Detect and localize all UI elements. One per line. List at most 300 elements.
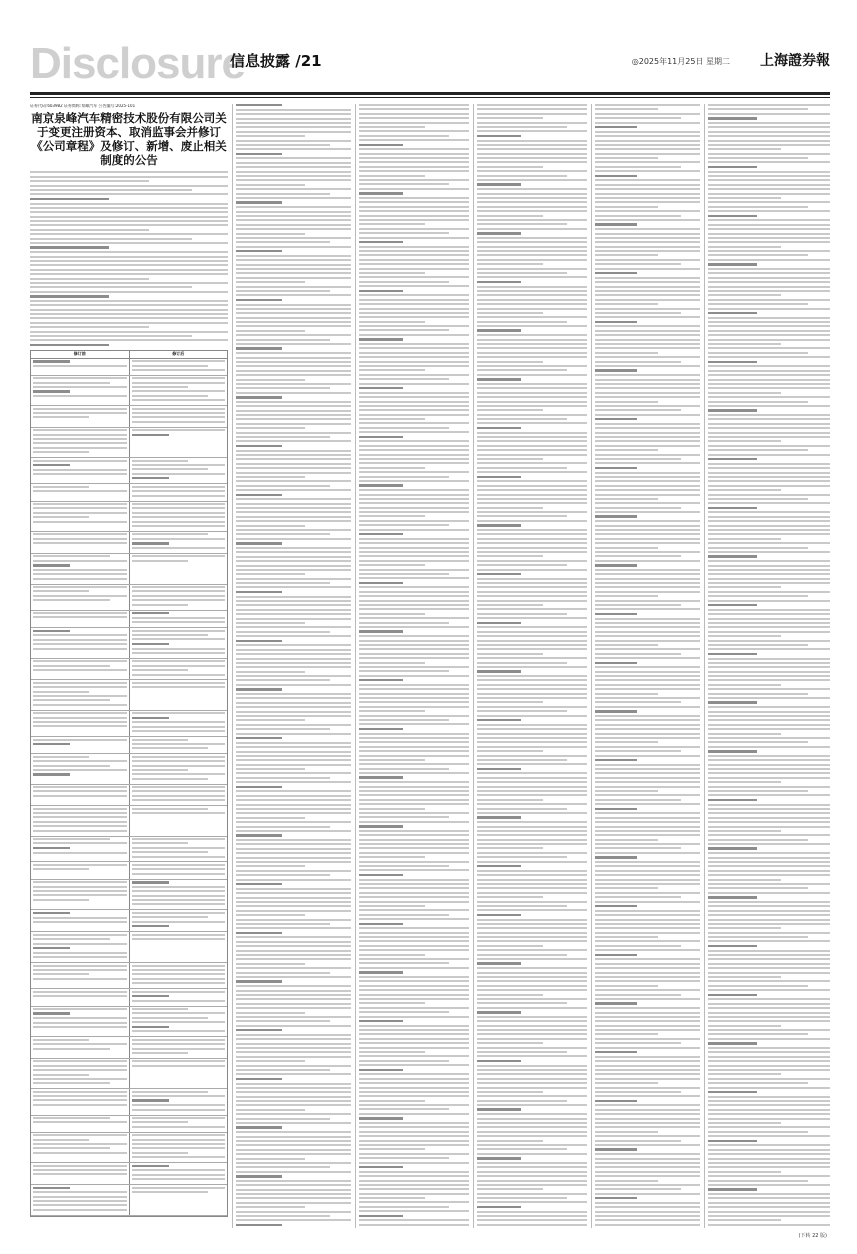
text-line: [236, 188, 351, 190]
cell-before: [31, 1037, 130, 1058]
text-line: [236, 640, 282, 642]
text-line: [30, 193, 228, 195]
text-line: [595, 640, 700, 642]
text-line: [708, 613, 830, 615]
text-line: [236, 387, 330, 389]
text-line: [236, 118, 351, 120]
text-line: [708, 896, 757, 898]
text-line: [477, 365, 587, 367]
text-line: [708, 175, 830, 177]
text-line: [708, 418, 830, 420]
text-line: [477, 843, 587, 845]
text-line: [236, 950, 351, 952]
text-line: [477, 914, 521, 916]
text-line: [33, 665, 110, 667]
text-line: [477, 719, 521, 721]
text-line: [132, 542, 169, 544]
text-line: [595, 325, 700, 327]
cell-before: [31, 680, 130, 709]
text-line: [359, 874, 403, 876]
text-line: [477, 462, 587, 464]
text-line: [708, 1215, 830, 1217]
text-line: [595, 445, 700, 447]
text-line: [477, 263, 543, 265]
text-line: [236, 410, 351, 412]
text-line: [595, 910, 700, 912]
text-line: [708, 671, 830, 673]
text-line: [236, 910, 351, 912]
text-line: [477, 940, 587, 942]
text-line: [477, 985, 587, 987]
text-line: [708, 777, 830, 779]
text-line: [477, 352, 587, 354]
text-line: [359, 338, 403, 340]
text-line: [477, 998, 587, 1000]
text-line: [708, 334, 830, 336]
text-line: [595, 233, 700, 235]
text-line: [33, 1209, 127, 1211]
text-line: [359, 1201, 469, 1203]
text-line: [477, 1069, 587, 1071]
text-line: [595, 684, 700, 686]
text-line: [33, 712, 127, 714]
text-line: [236, 578, 351, 580]
text-line: [132, 838, 226, 840]
text-line: [595, 1109, 700, 1111]
text-line: [477, 436, 587, 438]
text-line: [477, 281, 521, 283]
text-line: [359, 728, 403, 730]
text-line: [33, 1104, 127, 1106]
text-line: [30, 300, 228, 302]
text-line: [595, 520, 700, 522]
text-line: [595, 1100, 637, 1102]
text-line: [477, 662, 567, 664]
text-line: [359, 484, 403, 486]
text-line: [236, 786, 282, 788]
text-line: [708, 582, 830, 584]
text-line: [708, 1091, 757, 1093]
text-line: [359, 710, 425, 712]
text-line: [33, 569, 127, 571]
text-line: [477, 724, 587, 726]
text-line: [477, 485, 587, 487]
text-line: [132, 547, 226, 549]
text-line: [708, 781, 781, 783]
text-line: [595, 839, 658, 841]
text-line: [30, 229, 149, 231]
text-line: [477, 276, 587, 278]
text-line: [595, 485, 700, 487]
text-line: [359, 418, 425, 420]
text-line: [359, 733, 469, 735]
cell-after: [130, 1089, 228, 1114]
text-line: [236, 888, 351, 890]
text-line: [236, 781, 351, 783]
text-line: [236, 175, 351, 177]
text-line: [708, 1219, 781, 1221]
text-line: [132, 1091, 209, 1093]
cell-after: [130, 1116, 228, 1132]
text-line: [708, 1113, 830, 1115]
text-line: [236, 533, 330, 535]
text-line: [477, 392, 587, 394]
text-line: [132, 717, 169, 719]
text-line: [359, 591, 469, 593]
text-line: [477, 622, 521, 624]
text-line: [236, 1016, 351, 1018]
text-line: [236, 914, 305, 916]
text-line: [236, 1104, 351, 1106]
text-line: [708, 560, 830, 562]
text-line: [477, 653, 543, 655]
text-line: [30, 326, 149, 328]
text-line: [708, 1073, 781, 1075]
text-line: [236, 418, 351, 420]
text-line: [359, 1020, 403, 1022]
text-line: [708, 1211, 830, 1213]
text-line: [595, 525, 700, 527]
table-row: [31, 806, 227, 836]
text-line: [477, 356, 587, 358]
text-line: [595, 781, 700, 783]
text-line: [708, 454, 830, 456]
text-line: [708, 126, 830, 128]
text-line: [477, 874, 587, 876]
text-line: [477, 852, 587, 854]
text-line: [708, 1056, 830, 1058]
text-line: [236, 1184, 351, 1186]
text-line: [359, 343, 469, 345]
text-line: [477, 334, 587, 336]
text-line: [595, 1197, 637, 1199]
text-line: [33, 616, 127, 618]
text-line: [477, 1131, 587, 1133]
text-line: [359, 325, 469, 327]
text-line: [595, 1029, 700, 1031]
text-line: [132, 1008, 188, 1010]
text-line: [477, 316, 587, 318]
text-line: [477, 670, 521, 672]
text-line: [477, 1002, 567, 1004]
text-line: [359, 547, 469, 549]
text-line: [359, 635, 469, 637]
text-line: [236, 901, 351, 903]
text-line: [236, 755, 351, 757]
text-line: [477, 976, 587, 978]
text-line: [359, 971, 403, 973]
text-line: [708, 538, 781, 540]
text-line: [359, 958, 469, 960]
text-line: [359, 1131, 469, 1133]
text-line: [477, 538, 587, 540]
text-line: [359, 188, 469, 190]
header-rule-thin: [30, 97, 830, 98]
text-line: [132, 778, 209, 780]
text-line: [359, 427, 449, 429]
text-line: [595, 409, 681, 411]
text-line: [33, 912, 70, 914]
text-line: [708, 578, 830, 580]
text-line: [708, 945, 757, 947]
text-line: [33, 469, 127, 471]
text-line: [708, 1197, 830, 1199]
intro-block: [30, 171, 228, 346]
text-line: [708, 440, 781, 442]
text-line: [33, 1173, 127, 1175]
table-row: [31, 359, 227, 376]
text-line: [477, 600, 587, 602]
cell-after: [130, 1133, 228, 1162]
text-line: [708, 387, 830, 389]
text-line: [359, 1113, 469, 1115]
text-line: [132, 390, 226, 392]
text-line: [708, 905, 830, 907]
text-line: [359, 1033, 469, 1035]
text-line: [359, 396, 469, 398]
text-line: [477, 440, 587, 442]
text-line: [477, 777, 587, 779]
announcement-title: 南京泉峰汽车精密技术股份有限公司关于变更注册资本、取消监事会并修订《公司章程》及修订、新增、废止相关制度的公告: [31, 111, 227, 168]
text-line: [236, 565, 351, 567]
text-line: [236, 250, 282, 252]
cell-after: [130, 359, 228, 375]
text-line: [33, 1017, 127, 1019]
text-line: [359, 250, 469, 252]
cell-before: [31, 989, 130, 1006]
cell-before: [31, 737, 130, 753]
text-line: [595, 706, 700, 708]
text-line: [132, 586, 226, 588]
text-line: [477, 339, 587, 341]
text-line: [477, 369, 567, 371]
text-line: [359, 564, 425, 566]
text-line: [33, 852, 127, 854]
text-line: [708, 228, 830, 230]
text-line: [236, 361, 351, 363]
text-line: [708, 1202, 830, 1204]
text-line: [33, 721, 127, 723]
text-line: [595, 569, 700, 571]
text-line: [595, 219, 700, 221]
text-line: [477, 701, 543, 703]
text-line: [236, 897, 351, 899]
text-line: [477, 1100, 567, 1102]
text-line: [236, 1034, 351, 1036]
text-line: [132, 786, 226, 788]
text-line: [236, 560, 351, 562]
text-line: [708, 1042, 757, 1044]
text-line: [595, 533, 700, 535]
text-line: [708, 352, 808, 354]
text-line: [33, 390, 70, 392]
text-line: [33, 812, 127, 814]
text-line: [236, 454, 351, 456]
text-line: [132, 1095, 226, 1097]
text-line: [477, 1095, 587, 1097]
text-line: [132, 617, 226, 619]
text-line: [708, 201, 830, 203]
text-line: [359, 883, 469, 885]
text-line: [595, 197, 700, 199]
text-line: [477, 1157, 521, 1159]
text-line: [30, 256, 228, 258]
text-line: [708, 1069, 830, 1071]
text-line: [595, 1069, 700, 1071]
text-line: [708, 303, 808, 305]
text-line: [708, 936, 808, 938]
text-line: [477, 170, 587, 172]
text-line: [33, 1048, 110, 1050]
text-line: [33, 739, 127, 741]
text-line: [359, 228, 469, 230]
text-line: [236, 277, 351, 279]
text-line: [33, 412, 127, 414]
text-line: [477, 746, 587, 748]
text-line: [708, 1096, 830, 1098]
text-line: [359, 1100, 425, 1102]
text-line: [595, 462, 700, 464]
text-line: [477, 347, 587, 349]
text-line: [477, 919, 587, 921]
text-line: [132, 1178, 226, 1180]
text-line: [477, 312, 543, 314]
text-line: [359, 843, 469, 845]
text-line: [708, 1180, 808, 1182]
table-row: [31, 376, 227, 406]
text-line: [33, 765, 110, 767]
text-line: [595, 1060, 700, 1062]
text-line: [708, 268, 830, 270]
text-line: [595, 1166, 700, 1168]
text-line: [595, 582, 700, 584]
text-line: [236, 1126, 282, 1128]
text-line: [595, 573, 700, 575]
cell-before: [31, 611, 130, 628]
text-line: [708, 476, 830, 478]
text-line: [30, 220, 228, 222]
text-line: [708, 976, 781, 978]
text-line: [595, 608, 700, 610]
text-line: [33, 1165, 127, 1167]
text-line: [30, 344, 109, 346]
text-line: [359, 215, 469, 217]
text-line: [477, 648, 587, 650]
text-line: [132, 812, 226, 814]
text-line: [595, 498, 658, 500]
text-line: [33, 934, 127, 936]
text-line: [708, 1007, 830, 1009]
text-line: [708, 113, 830, 115]
text-line: [359, 1148, 425, 1150]
text-line: [359, 1193, 469, 1195]
text-line: [359, 352, 469, 354]
text-line: [33, 1074, 89, 1076]
text-line: [359, 577, 469, 579]
text-line: [359, 776, 403, 778]
text-line: [359, 223, 425, 225]
text-line: [236, 613, 351, 615]
text-line: [477, 962, 521, 964]
text-line: [708, 520, 830, 522]
text-line: [359, 170, 469, 172]
text-line: [595, 215, 681, 217]
text-line: [359, 644, 469, 646]
text-line: [595, 414, 700, 416]
text-line: [708, 830, 781, 832]
text-line: [477, 515, 567, 517]
table-row: [31, 1116, 227, 1133]
text-line: [595, 440, 700, 442]
text-line: [132, 1134, 226, 1136]
text-line: [359, 369, 425, 371]
text-line: [708, 826, 830, 828]
table-row: [31, 554, 227, 585]
text-line: [595, 861, 700, 863]
cell-after: [130, 1059, 228, 1088]
text-line: [236, 162, 351, 164]
text-line: [359, 329, 449, 331]
text-line: [477, 268, 587, 270]
text-line: [236, 1118, 330, 1120]
text-line: [33, 978, 127, 980]
text-line: [33, 894, 127, 896]
text-line: [132, 756, 226, 758]
text-line: [708, 834, 830, 836]
text-line: [359, 715, 469, 717]
text-line: [33, 533, 127, 535]
cell-after: [130, 711, 228, 736]
text-line: [477, 183, 521, 185]
text-line: [132, 973, 226, 975]
cell-before: [31, 932, 130, 962]
text-line: [132, 873, 226, 875]
text-line: [595, 303, 658, 305]
text-line: [359, 719, 449, 721]
text-line: [33, 1147, 110, 1149]
text-line: [708, 790, 808, 792]
text-line: [132, 495, 226, 497]
text-line: [595, 268, 700, 270]
column-4: [477, 104, 587, 1228]
text-line: [708, 1109, 830, 1111]
text-line: [236, 1003, 351, 1005]
text-line: [477, 666, 587, 668]
text-line: [708, 122, 830, 124]
text-line: [33, 991, 127, 993]
text-line: [359, 1064, 469, 1066]
text-line: [236, 343, 351, 345]
text-line: [236, 1211, 351, 1213]
text-line: [477, 422, 587, 424]
text-line: [33, 1134, 127, 1136]
text-line: [33, 564, 70, 566]
text-line: [132, 686, 226, 688]
text-line: [359, 741, 469, 743]
text-line: [595, 967, 700, 969]
text-line: [595, 786, 700, 788]
cell-after: [130, 806, 228, 835]
text-line: [132, 991, 226, 993]
text-line: [359, 551, 469, 553]
text-line: [236, 325, 351, 327]
text-line: [708, 631, 830, 633]
text-line: [359, 498, 469, 500]
text-line: [708, 662, 830, 664]
text-line: [595, 1131, 658, 1133]
text-line: [477, 113, 587, 115]
text-line: [595, 927, 700, 929]
